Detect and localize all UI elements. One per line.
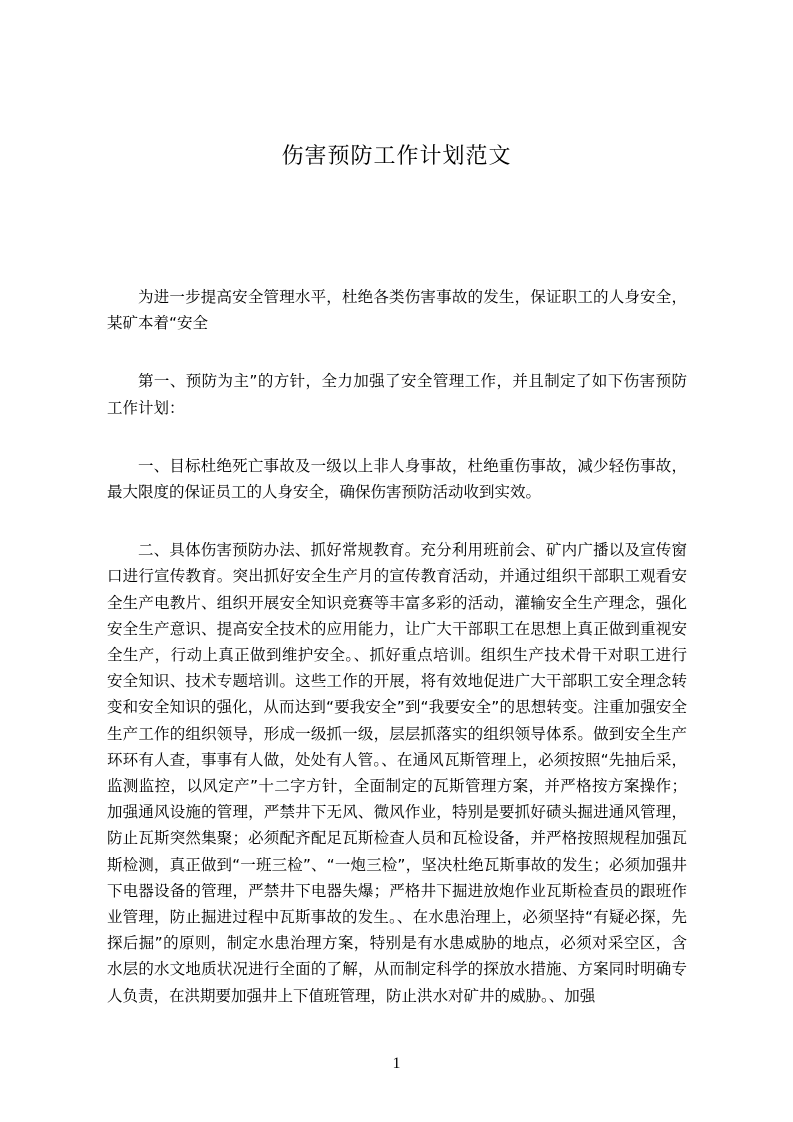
paragraph-goals: 一、目标杜绝死亡事故及一级以上非人身事故，杜绝重伤事故，减少轻伤事故，最大限度的保证员工的人身安全，确保伤害预防活动收到实效。 (107, 456, 687, 502)
document-title: 伤害预防工作计划范文 (281, 144, 512, 169)
paragraph-intro: 为进一步提高安全管理水平，杜绝各类伤害事故的发生，保证职工的人身安全，某矿本着“安全 (107, 288, 687, 333)
page-number: 1 (392, 1055, 401, 1072)
paragraph-measures: 二、具体伤害预防办法、抓好常规教育。充分利用班前会、矿内广播以及宣传窗口进行宣传教育。突出抓好安全生产月的宣传教育活动，并通过组织干部职工观看安全生产电教片、组织开展安全知识竞赛等丰富多彩的活动，灌输安全生产理念，强化安全生产意识、提高安全技术的应用能力，让广大干部职工在思想上真正做到重视安全生产，行动上真正做到维护安全。、抓好重点培训。组织生产技术骨干对职工进行安全知识、技术专题培训。这些工作的开展，将有效地促进广大干部职工安全理念转变和安全知识的强化，从而达到“要我安全”到“我要安全”的思想转变。注重加强安全生产工作的组织领导，形成一级抓一级，层层抓落实的组织领导体系。做到安全生产环环有人查，事事有人做，处处有人管。、在通风瓦斯管理上，必须按照“先抽后采，监测监控，以风定产”十二字方针，全面制定的瓦斯管理方案，并严格按方案操作；加强通风设施的管理，严禁井下无风、微风作业，特别是要抓好碛头掘进通风管理，防止瓦斯突然集聚；必须配齐配足瓦斯检查人员和瓦检设备，并严格按照规程加强瓦斯检测，真正做到“一班三检”、“一炮三检”，坚决杜绝瓦斯事故的发生；必须加强井下电器设备的管理，严禁井下电器失爆；严格井下掘进放炮作业瓦斯检查员的跟班作业管理，防止掘进过程中瓦斯事故的发生。、在水患治理上，必须坚持“有疑必探，先探后掘”的原则，制定水患治理方案，特别是有水患威胁的地点，必须对采空区，含水层的水文地质状况进行全面的了解，从而制定科学的探放水措施、方案同时明确专人负责，在洪期要加强井上下值班管理，防止洪水对矿井的威胁。、加强 (107, 541, 687, 1005)
document-body (107, 284, 687, 1041)
paragraph-policy: 第一、预防为主”的方针，全力加强了安全管理工作，并且制定了如下伤害预防工作计划： (107, 372, 687, 417)
